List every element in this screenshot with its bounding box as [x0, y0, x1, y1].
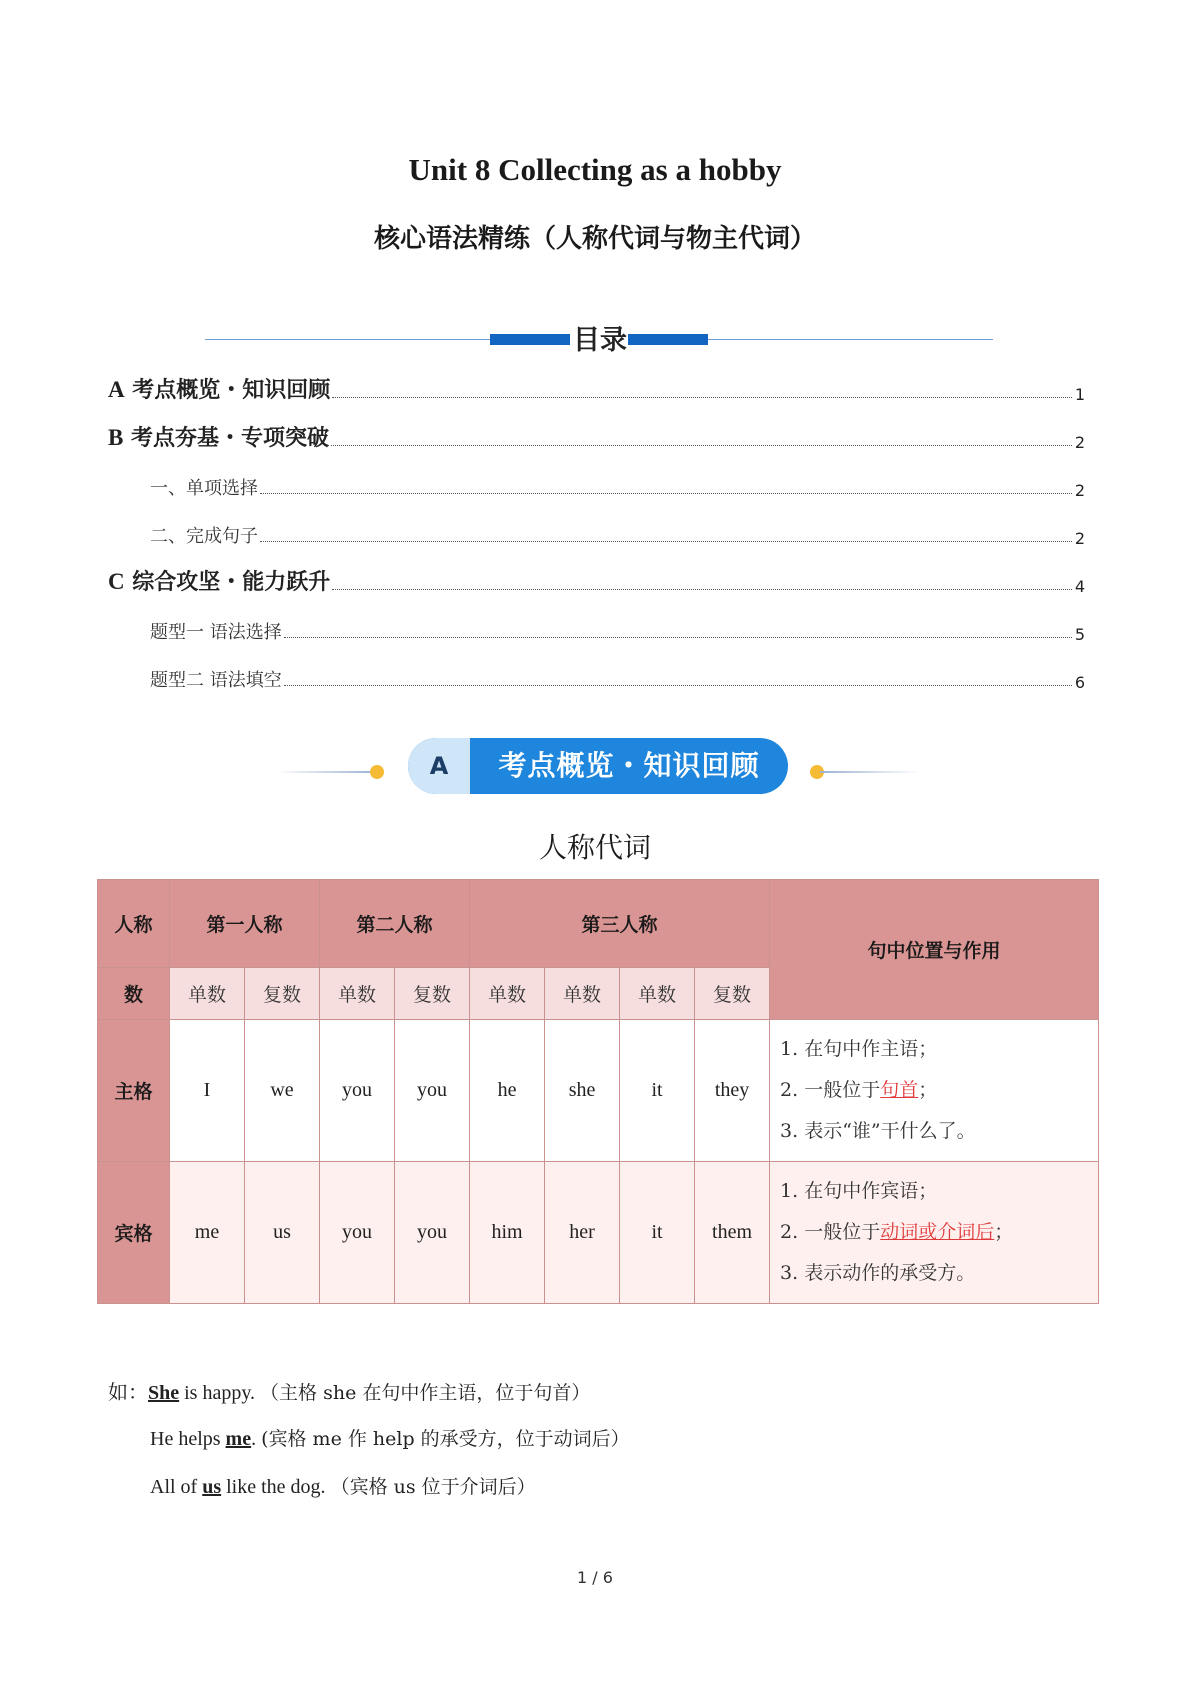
example-sentence: 如：She is happy. （主格 she 在句中作主语，位于句首） [108, 1382, 591, 1404]
pronoun-cell: it [620, 1020, 695, 1162]
subheader-cell: 单数 [620, 968, 695, 1020]
function-notes-nominative: 1. 在句中作主语； 2. 一般位于句首； 3. 表示“谁”干什么了。 [770, 1020, 1099, 1162]
section-banner [408, 738, 788, 794]
example-sentence: All of us like the dog. （宾格 us 位于介词后） [150, 1476, 536, 1498]
banner-rule-left [275, 771, 375, 773]
pronoun-cell: you [395, 1020, 470, 1162]
header-number: 数 [98, 968, 170, 1020]
page-number: 1 / 6 [577, 1568, 613, 1587]
pronoun-cell: he [470, 1020, 545, 1162]
toc-entry[interactable]: 题型一 语法选择 5 [150, 622, 1085, 644]
toc-entry[interactable]: 题型二 语法填空 6 [150, 670, 1085, 692]
pronoun-cell: him [470, 1162, 545, 1304]
pronoun-cell: them [695, 1162, 770, 1304]
pronoun-cell: me [170, 1162, 245, 1304]
header-second-person: 第二人称 [320, 880, 470, 968]
table-row-objective [98, 1162, 1099, 1304]
toc-page-number: 1 [1074, 385, 1085, 404]
toc-leader [284, 685, 1072, 686]
toc-entry[interactable]: 一、单项选择 2 [150, 478, 1085, 500]
section-heading: 人称代词 [538, 831, 651, 864]
toc-page-number: 5 [1074, 625, 1085, 644]
pronoun-cell: you [320, 1162, 395, 1304]
document-title: Unit 8 Collecting as a hobby [408, 152, 782, 187]
table-row-nominative [98, 1020, 1099, 1162]
pronoun-cell: us [245, 1162, 320, 1304]
toc-page-number: 2 [1074, 433, 1085, 452]
toc-page-number: 2 [1074, 529, 1085, 548]
pronoun-cell: she [545, 1020, 620, 1162]
subheader-cell: 复数 [695, 968, 770, 1020]
banner-letter: A [429, 752, 449, 780]
toc-rule-left [205, 339, 490, 340]
pronoun-cell: her [545, 1162, 620, 1304]
toc-leader [260, 493, 1072, 494]
toc-page-number: 6 [1074, 673, 1085, 692]
toc-page-number: 4 [1074, 577, 1085, 596]
subheader-cell: 单数 [470, 968, 545, 1020]
toc-entry[interactable]: B 考点夯基・专项突破 2 [108, 425, 1085, 452]
toc-page-number: 2 [1074, 481, 1085, 500]
row-label-objective: 宾格 [98, 1162, 170, 1304]
function-notes-objective: 1. 在句中作宾语； 2. 一般位于动词或介词后； 3. 表示动作的承受方。 [770, 1162, 1099, 1304]
toc-entry[interactable]: A 考点概览・知识回顾 1 [108, 377, 1085, 404]
subheader-cell: 单数 [545, 968, 620, 1020]
subheader-cell: 复数 [395, 968, 470, 1020]
banner-rule-right [820, 771, 920, 773]
example-sentence: He helps me. (宾格 me 作 help 的承受方，位于动词后） [150, 1428, 630, 1450]
toc-entry[interactable]: C 综合攻坚・能力跃升 4 [108, 569, 1085, 596]
header-person: 人称 [98, 880, 170, 968]
highlight-position: 动词或介词后 [880, 1221, 995, 1243]
pronoun-table [97, 879, 1099, 1304]
toc-leader [331, 445, 1072, 446]
toc-leader [332, 589, 1072, 590]
toc-leader [284, 637, 1072, 638]
toc-bar-right [628, 334, 708, 345]
subheader-cell: 单数 [170, 968, 245, 1020]
subheader-cell: 复数 [245, 968, 320, 1020]
document-subtitle: 核心语法精练（人称代词与物主代词） [373, 224, 816, 254]
row-label-nominative: 主格 [98, 1020, 170, 1162]
pronoun-cell: you [395, 1162, 470, 1304]
toc-bar-left [490, 334, 570, 345]
subheader-cell: 单数 [320, 968, 395, 1020]
pronoun-cell: you [320, 1020, 395, 1162]
table-header-row [98, 880, 1099, 968]
toc-entry[interactable]: 二、完成句子 2 [150, 526, 1085, 548]
pronoun-cell: it [620, 1162, 695, 1304]
banner-text: 考点概览・知识回顾 [498, 749, 760, 782]
header-first-person: 第一人称 [170, 880, 320, 968]
header-third-person: 第三人称 [470, 880, 770, 968]
toc-leader [260, 541, 1072, 542]
toc-heading: 目录 [573, 325, 627, 356]
pronoun-cell: we [245, 1020, 320, 1162]
banner-dot-left [370, 765, 384, 779]
pronoun-cell: I [170, 1020, 245, 1162]
highlight-position: 句首 [880, 1079, 919, 1101]
toc-leader [332, 397, 1072, 398]
header-function: 句中位置与作用 [770, 880, 1099, 1020]
pronoun-cell: they [695, 1020, 770, 1162]
toc-rule-right [708, 339, 993, 340]
